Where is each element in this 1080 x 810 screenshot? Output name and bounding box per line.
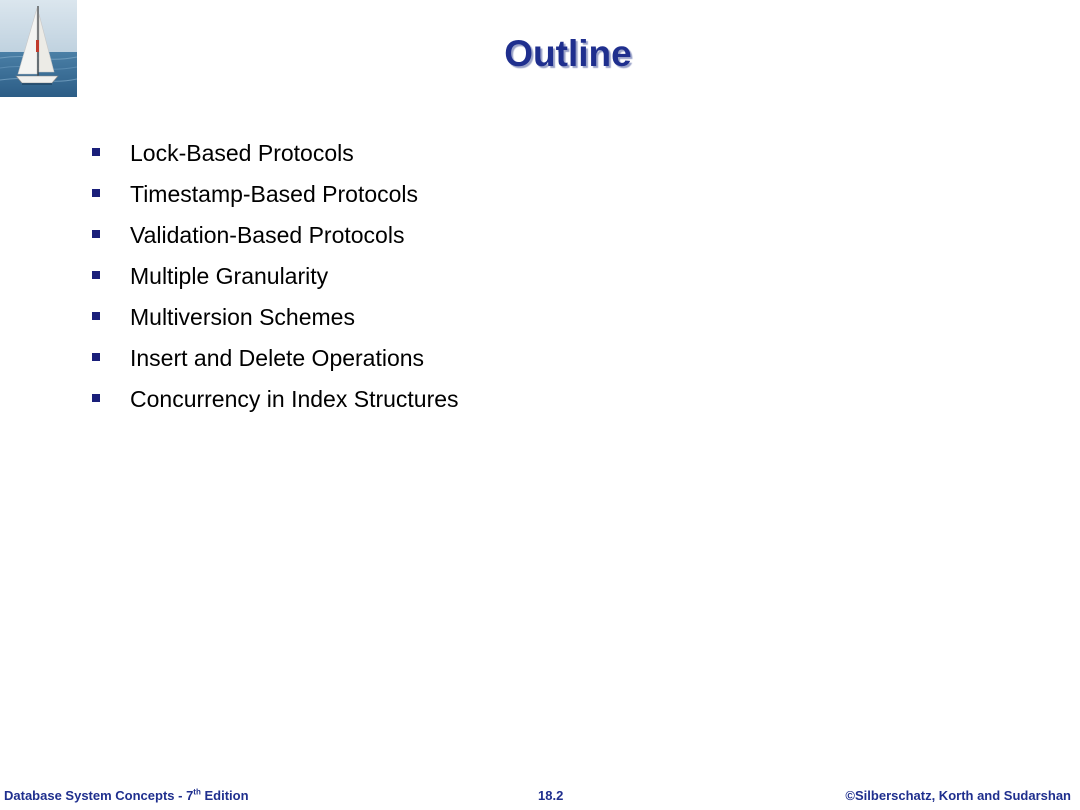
- square-bullet-icon: [92, 394, 100, 402]
- list-item-label: Timestamp-Based Protocols: [130, 181, 419, 207]
- list-item-label: Lock-Based Protocols: [130, 140, 354, 166]
- list-item-label: Concurrency in Index Structures: [130, 386, 459, 412]
- list-item-label: Multiversion Schemes: [130, 304, 355, 330]
- square-bullet-icon: [92, 271, 100, 279]
- square-bullet-icon: [92, 230, 100, 238]
- square-bullet-icon: [92, 312, 100, 320]
- footer-book-title: [4, 788, 249, 803]
- square-bullet-icon: [92, 189, 100, 197]
- footer-book-sup: th: [193, 787, 201, 797]
- square-bullet-icon: [92, 148, 100, 156]
- square-bullet-icon: [92, 353, 100, 361]
- list-item-label: Validation-Based Protocols: [130, 222, 405, 248]
- list-item-label: Insert and Delete Operations: [130, 345, 425, 371]
- slide-footer: [0, 788, 1080, 808]
- footer-book-suffix: Edition: [200, 788, 249, 803]
- footer-copyright: ©Silberschatz, Korth and Sudarshan: [845, 788, 1071, 803]
- footer-book-prefix: Database System Concepts - 7: [4, 788, 194, 803]
- slide-title: Outline: [504, 33, 632, 74]
- footer-page-number: 18.2: [538, 788, 564, 803]
- list-item-label: Multiple Granularity: [130, 263, 329, 289]
